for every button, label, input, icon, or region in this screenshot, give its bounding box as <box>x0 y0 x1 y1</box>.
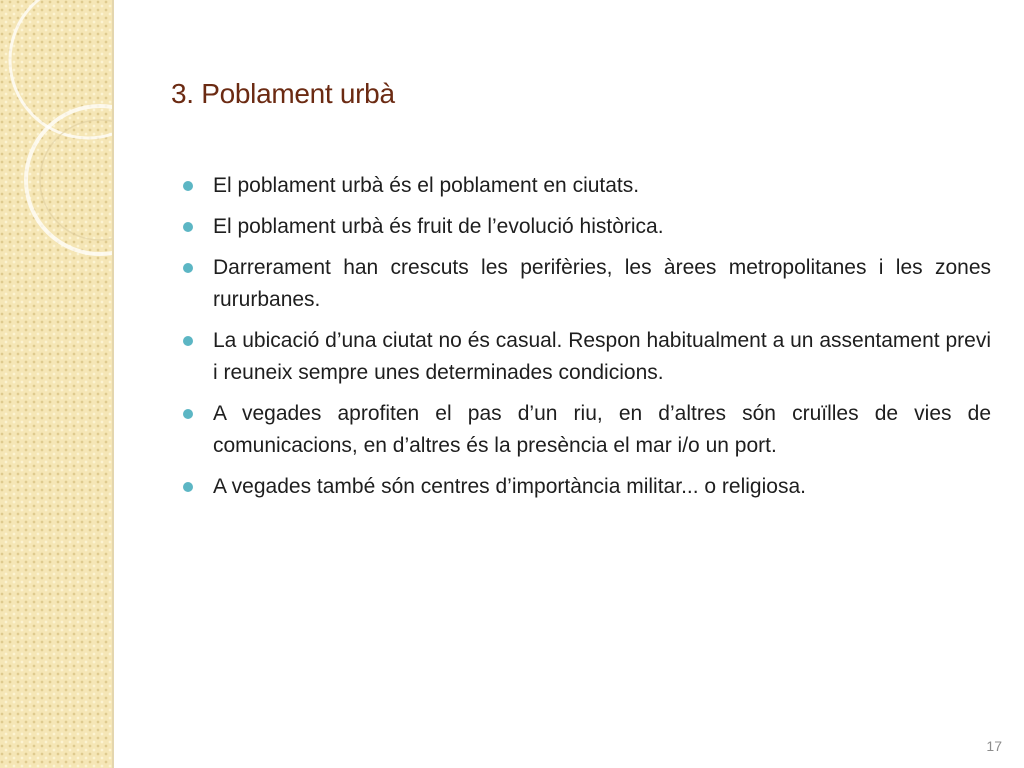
bullet-text: La ubicació d’una ciutat no és casual. Respon habitualment a un assentament previ i reuneix sempre unes determinades condicions. <box>213 329 991 384</box>
bullet-dot-icon <box>183 482 193 492</box>
bullet-dot-icon <box>183 409 193 419</box>
bullet-item <box>183 170 991 202</box>
bullet-text: A vegades també són centres d’importància militar... o religiosa. <box>213 475 806 498</box>
bullet-dot-icon <box>183 181 193 191</box>
panel-divider <box>112 0 114 768</box>
bullet-item <box>183 252 991 316</box>
bullet-item <box>183 398 991 462</box>
decorative-side-panel <box>0 0 112 768</box>
bullet-item <box>183 211 991 243</box>
bullet-text: El poblament urbà és fruit de l’evolució històrica. <box>213 215 664 238</box>
bullet-dot-icon <box>183 336 193 346</box>
bullet-item <box>183 471 991 503</box>
bullet-text: Darrerament han crescuts les perifèries, les àrees metropolitanes i les zones rururbanes. <box>213 256 991 311</box>
decorative-circles-graphic <box>0 0 112 260</box>
bullet-item <box>183 325 991 389</box>
bullet-list <box>183 170 991 512</box>
bullet-text: El poblament urbà és el poblament en ciutats. <box>213 174 640 197</box>
page-number: 17 <box>986 738 1002 754</box>
bullet-text: A vegades aprofiten el pas d’un riu, en d’altres són cruïlles de vies de comunicacions, en d’altres és la presència el mar i/o un port. <box>213 402 991 457</box>
slide-title: 3. Poblament urbà <box>171 78 395 109</box>
bullet-dot-icon <box>183 222 193 232</box>
bullet-dot-icon <box>183 263 193 273</box>
